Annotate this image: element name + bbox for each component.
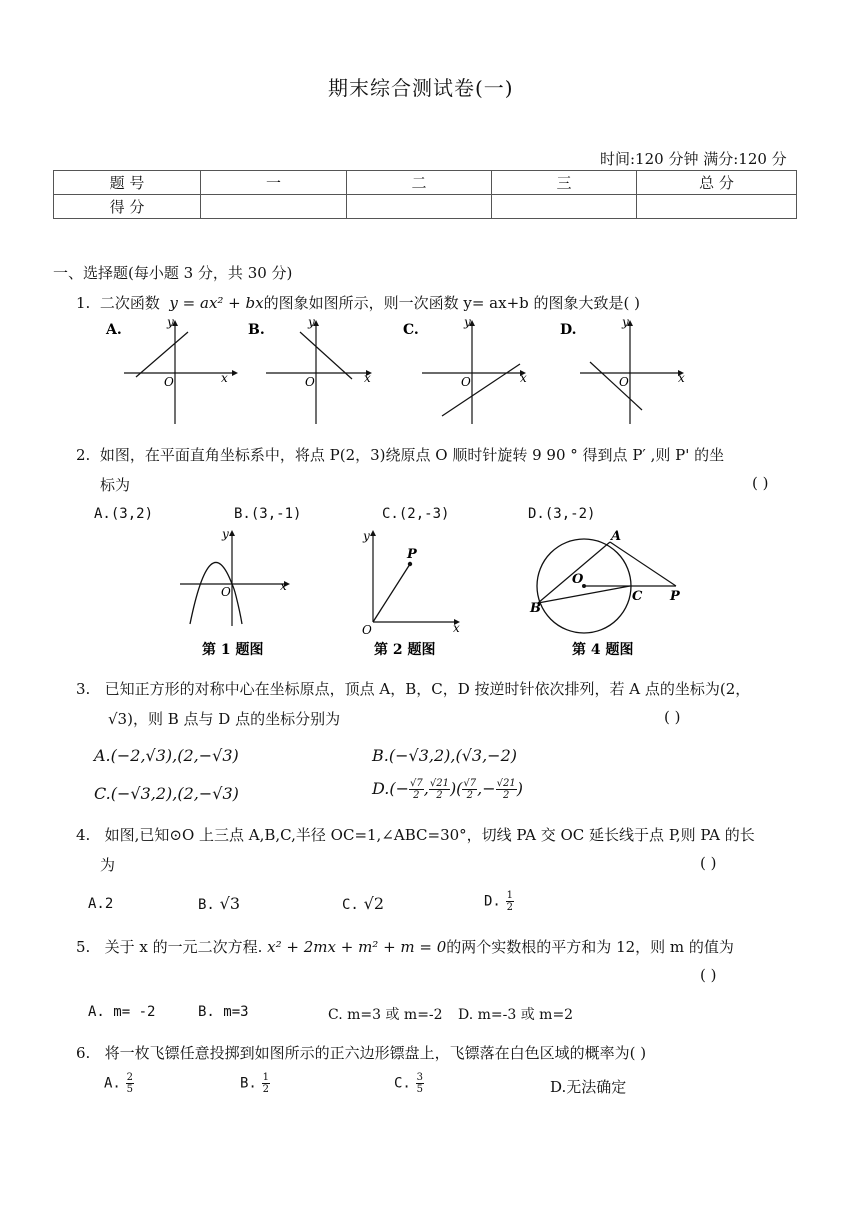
origin-label: O [619, 375, 629, 389]
score-header-cell: 二 [347, 171, 492, 195]
origin-label: O [461, 375, 471, 389]
sqrt-value: √2 [363, 894, 385, 913]
point-label-o: O [572, 572, 584, 587]
fraction: $\frac{√21}{2}$ [429, 778, 449, 801]
q4-option-b [198, 894, 240, 913]
figure-2-caption: 第 2 题图 [374, 642, 436, 658]
score-header-cell: 一 [201, 171, 347, 195]
question-number: 5. [76, 938, 91, 956]
figure-2-point [362, 529, 460, 658]
q4-option-a: A.2 [88, 896, 114, 912]
point-label-b: B [530, 601, 541, 616]
origin-label: O [221, 585, 231, 599]
origin-label: O [305, 375, 315, 389]
question-text-line2: 标为 [100, 476, 131, 494]
question-text: 的两个实数根的平方和为 12，则 m 的值为 [446, 938, 734, 956]
score-header-cell: 总 分 [637, 171, 797, 195]
question-1 [76, 292, 640, 313]
q3-option-b: B.(−√3,2),(√3,−2) [372, 746, 517, 765]
question-number: 6. [76, 1044, 91, 1062]
question-text: 如图,已知⊙O 上三点 A,B,C,半径 OC=1,∠ABC=30°，切线 PA 交 OC 延长线于点 P,则 PA 的长 [104, 826, 755, 844]
score-cell[interactable] [492, 195, 637, 219]
origin-label: O [362, 623, 372, 637]
question-text-line2 [108, 708, 340, 729]
q6-option-a [104, 1072, 134, 1095]
question-text-line2: 为 [100, 856, 116, 874]
q6-option-c [394, 1072, 424, 1095]
q4-option-c [342, 894, 384, 913]
question-formula: x² + 2mx + m² + m = 0 [267, 938, 447, 956]
answer-paren: ( ) [700, 854, 717, 872]
score-header-cell: 三 [492, 171, 637, 195]
score-row-label: 得 分 [54, 195, 201, 219]
option-label: B. [198, 897, 215, 913]
question-2 [76, 444, 724, 465]
figure-1-caption: 第 1 题图 [202, 642, 264, 658]
question-number: 3. [76, 680, 91, 698]
sqrt-value: √3 [219, 894, 241, 913]
question-5 [76, 936, 734, 957]
q2-option-a: A.(3,2) [94, 506, 154, 522]
page-title: 期末综合测试卷(一) [328, 76, 514, 100]
score-table-score-row [54, 195, 797, 219]
question-text: 已知正方形的对称中心在坐标原点，顶点 A，B，C，D 按逆时针依次排列，若 A 点的坐标为(2， [104, 680, 751, 698]
fraction: $\frac{2}{5}$ [126, 1072, 134, 1095]
time-info: 时间:120 分钟 满分:120 分 [600, 150, 787, 168]
question-6 [76, 1042, 646, 1063]
q5-option-c: C. m=3 或 m=-2 [328, 1007, 443, 1023]
axis-label-x: x [678, 371, 685, 385]
q2-option-c: C.(2,-3) [382, 506, 450, 522]
option-label: D. [484, 893, 501, 910]
question-text: 如图，在平面直角坐标系中，将点 P(2，3)绕原点 O 顺时针旋转 9 90 ° 得到点 P′ ,则 P' 的坐 [99, 446, 725, 464]
answer-paren: ( ) [700, 966, 717, 984]
q3-option-a: A.(−2,√3),(2,−√3) [94, 746, 239, 765]
option-label: C. [342, 897, 359, 913]
axis-label-y: y [363, 529, 370, 543]
q1-option-c-graph [403, 315, 527, 424]
q1-option-a-graph [105, 315, 238, 424]
q4-option-d [484, 890, 514, 913]
question-text: 的图象如图所示，则一次函数 y= ax+b 的图象大致是( ) [263, 294, 640, 312]
axis-label-y: y [464, 315, 471, 329]
axis-label-y: y [222, 527, 229, 541]
q6-option-d: D.无法确定 [550, 1078, 627, 1096]
axis-label-x: x [221, 371, 228, 385]
q6-option-b [240, 1072, 270, 1095]
question-text: 将一枚飞镖任意投掷到如图所示的正六边形镖盘上，飞镖落在白色区域的概率为( ) [104, 1044, 647, 1062]
answer-paren: ( ) [664, 708, 681, 726]
question-figures [170, 526, 690, 662]
question-text: 二次函数 [99, 294, 160, 312]
fraction: $\frac{1}{2}$ [262, 1072, 270, 1095]
q5-option-a: A. m= -2 [88, 1004, 156, 1020]
axis-label-x: x [453, 621, 460, 635]
option-label: B. [240, 1075, 257, 1092]
score-table-header-row [54, 171, 797, 195]
answer-paren: ( ) [752, 474, 769, 492]
axis-label-x: x [280, 579, 287, 593]
q1-option-b-graph [248, 315, 372, 424]
point-label-a: A [611, 529, 622, 544]
question-text: 关于 x 的一元二次方程. [104, 938, 263, 956]
question-formula: y = ax² + bx [169, 294, 264, 312]
section-heading: 一、选择题(每小题 3 分，共 30 分) [53, 264, 293, 282]
fraction: $\frac{3}{5}$ [416, 1072, 424, 1095]
point-label-c: C [632, 589, 643, 604]
question-number: 2. [76, 446, 91, 464]
option-label: A. [104, 1075, 121, 1092]
q3-option-d: D.(− $\frac{√7}{2}$ , $\frac{√21}{2}$ )( $\frac{√7}{2}$ ,− $\frac{√21}{2}$ ) [372, 778, 524, 801]
fraction: $\frac{√7}{2}$ [410, 778, 423, 801]
q2-option-b: B.(3,-1) [234, 506, 302, 522]
q1-option-graphs [100, 314, 700, 426]
score-cell[interactable] [637, 195, 797, 219]
q5-option-d: D. m=-3 或 m=2 [458, 1007, 574, 1023]
option-label: D. [372, 779, 390, 798]
figure-4-caption: 第 4 题图 [572, 642, 634, 658]
fraction: $\frac{√21}{2}$ [496, 778, 516, 801]
axis-label-x: x [364, 371, 371, 385]
question-text: )，则 B 点与 D 点的坐标分别为 [127, 710, 341, 728]
fraction: $\frac{1}{2}$ [506, 890, 514, 913]
score-cell[interactable] [347, 195, 492, 219]
fraction: $\frac{√7}{2}$ [463, 778, 477, 801]
q1-option-a-label: A. [106, 322, 122, 338]
point-label-p: P [407, 547, 417, 562]
sqrt-value: √3 [108, 710, 128, 728]
score-table [53, 170, 797, 219]
axis-label-y: y [308, 315, 315, 329]
point-label-p: P [670, 589, 680, 604]
origin-label: O [164, 375, 174, 389]
figure-1-parabola [180, 527, 290, 658]
q1-option-d-label: D. [560, 322, 577, 338]
q2-option-d: D.(3,-2) [528, 506, 596, 522]
q1-option-c-label: C. [403, 322, 419, 338]
q1-option-b-label: B. [248, 322, 265, 338]
axis-label-y: y [167, 315, 174, 329]
question-number: 4. [76, 826, 91, 844]
axis-label-y: y [622, 315, 629, 329]
score-header-cell: 题 号 [54, 171, 201, 195]
figure-4-circle [529, 529, 681, 658]
q1-option-d-graph [560, 315, 685, 424]
option-label: C. [394, 1075, 411, 1092]
question-3 [76, 678, 750, 699]
score-cell[interactable] [201, 195, 347, 219]
question-4 [76, 824, 755, 845]
q5-option-b: B. m=3 [198, 1004, 249, 1020]
question-number: 1. [76, 294, 91, 312]
q3-option-c: C.(−√3,2),(2,−√3) [94, 784, 239, 803]
axis-label-x: x [520, 371, 527, 385]
